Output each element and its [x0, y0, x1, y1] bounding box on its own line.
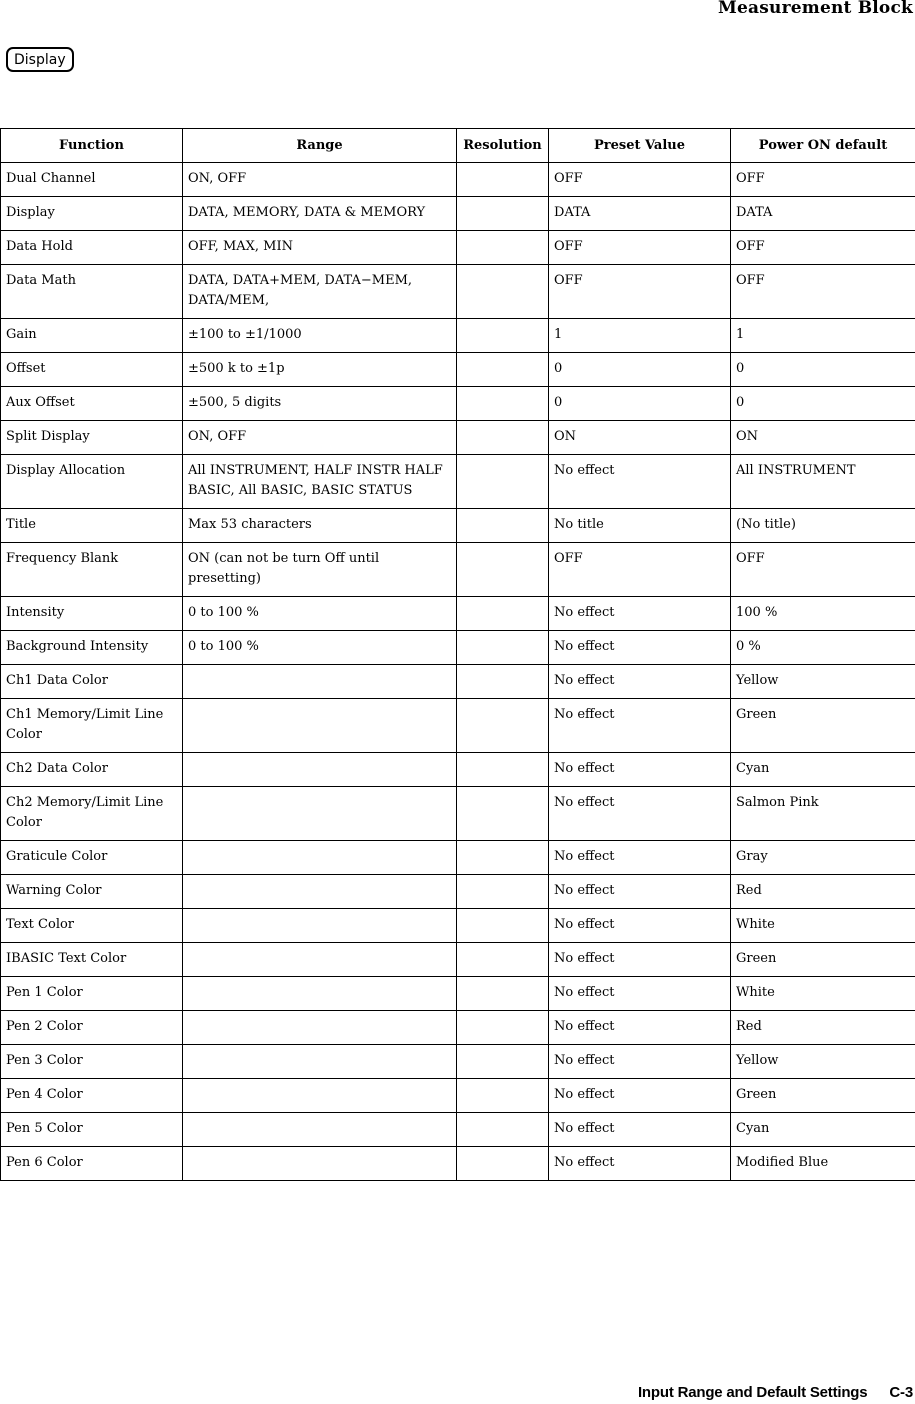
cell-preset-value: No effect [549, 909, 731, 943]
column-header-function: Function [1, 129, 183, 163]
column-header-range: Range [183, 129, 457, 163]
cell-range [183, 1147, 457, 1181]
cell-power-on-default: ON [731, 421, 915, 455]
column-header-preset-value: Preset Value [549, 129, 731, 163]
cell-resolution [457, 665, 549, 699]
display-key-label: Display [6, 47, 74, 72]
table-row [1, 1147, 915, 1181]
cell-function: Background Intensity [1, 631, 183, 665]
cell-range [183, 909, 457, 943]
table-row [1, 909, 915, 943]
table-row [1, 265, 915, 319]
table-row [1, 875, 915, 909]
cell-function: Display [1, 197, 183, 231]
cell-resolution [457, 699, 549, 753]
cell-resolution [457, 387, 549, 421]
cell-preset-value: No effect [549, 1011, 731, 1045]
cell-preset-value: No effect [549, 699, 731, 753]
cell-range [183, 1113, 457, 1147]
cell-preset-value: 0 [549, 353, 731, 387]
cell-preset-value: OFF [549, 265, 731, 319]
cell-function: Pen 1 Color [1, 977, 183, 1011]
cell-preset-value: No effect [549, 665, 731, 699]
cell-range: ON (can not be turn Off until presetting) [183, 543, 457, 597]
cell-power-on-default: 0 % [731, 631, 915, 665]
cell-function: Gain [1, 319, 183, 353]
cell-resolution [457, 977, 549, 1011]
cell-range [183, 943, 457, 977]
table-row [1, 455, 915, 509]
cell-resolution [457, 631, 549, 665]
table-row [1, 631, 915, 665]
cell-range [183, 977, 457, 1011]
cell-function: Graticule Color [1, 841, 183, 875]
cell-range: ON, OFF [183, 421, 457, 455]
cell-resolution [457, 509, 549, 543]
cell-range: Max 53 characters [183, 509, 457, 543]
cell-resolution [457, 1079, 549, 1113]
footer-title: Input Range and Default Settings [637, 1384, 868, 1401]
cell-function: Intensity [1, 597, 183, 631]
cell-resolution [457, 943, 549, 977]
cell-function: Dual Channel [1, 163, 183, 197]
table-row [1, 163, 915, 197]
cell-resolution [457, 787, 549, 841]
cell-function: Ch2 Memory/Limit Line Color [1, 787, 183, 841]
table-row [1, 841, 915, 875]
cell-function: Ch1 Memory/Limit Line Color [1, 699, 183, 753]
cell-preset-value: No title [549, 509, 731, 543]
cell-preset-value: No effect [549, 753, 731, 787]
cell-power-on-default: 0 [731, 353, 915, 387]
cell-power-on-default: DATA [731, 197, 915, 231]
table-row [1, 1079, 915, 1113]
cell-power-on-default: OFF [731, 265, 915, 319]
cell-resolution [457, 163, 549, 197]
cell-preset-value: No effect [549, 597, 731, 631]
cell-range: ON, OFF [183, 163, 457, 197]
cell-power-on-default: 1 [731, 319, 915, 353]
cell-power-on-default: Yellow [731, 665, 915, 699]
cell-function: Title [1, 509, 183, 543]
cell-power-on-default: All INSTRUMENT [731, 455, 915, 509]
cell-resolution [457, 319, 549, 353]
cell-range [183, 1011, 457, 1045]
cell-function: Ch1 Data Color [1, 665, 183, 699]
cell-function: Pen 4 Color [1, 1079, 183, 1113]
cell-preset-value: No effect [549, 631, 731, 665]
table-row [1, 753, 915, 787]
cell-preset-value: DATA [549, 197, 731, 231]
cell-power-on-default: 0 [731, 387, 915, 421]
cell-function: Split Display [1, 421, 183, 455]
cell-range: All INSTRUMENT, HALF INSTR HALF BASIC, All BASIC, BASIC STATUS [183, 455, 457, 509]
cell-function: Warning Color [1, 875, 183, 909]
cell-function: Display Allocation [1, 455, 183, 509]
cell-resolution [457, 841, 549, 875]
cell-power-on-default: OFF [731, 231, 915, 265]
cell-function: Data Math [1, 265, 183, 319]
cell-preset-value: No effect [549, 977, 731, 1011]
cell-resolution [457, 543, 549, 597]
cell-power-on-default: Yellow [731, 1045, 915, 1079]
cell-power-on-default: Green [731, 943, 915, 977]
table-row [1, 353, 915, 387]
table-header-row [1, 129, 915, 163]
cell-power-on-default: Cyan [731, 753, 915, 787]
cell-power-on-default: Green [731, 699, 915, 753]
cell-preset-value: No effect [549, 787, 731, 841]
cell-resolution [457, 231, 549, 265]
table-row [1, 387, 915, 421]
cell-preset-value: No effect [549, 455, 731, 509]
cell-resolution [457, 875, 549, 909]
cell-range: ±100 to ±1/1000 [183, 319, 457, 353]
table-row [1, 319, 915, 353]
table-row [1, 197, 915, 231]
table-row [1, 597, 915, 631]
table-row [1, 509, 915, 543]
cell-range [183, 841, 457, 875]
table-row [1, 1045, 915, 1079]
cell-range: DATA, DATA+MEM, DATA−MEM, DATA/MEM, [183, 265, 457, 319]
cell-resolution [457, 197, 549, 231]
cell-resolution [457, 353, 549, 387]
cell-range [183, 1079, 457, 1113]
cell-power-on-default: Cyan [731, 1113, 915, 1147]
cell-range [183, 875, 457, 909]
cell-range: 0 to 100 % [183, 631, 457, 665]
cell-function: Offset [1, 353, 183, 387]
cell-function: Pen 6 Color [1, 1147, 183, 1181]
cell-power-on-default: 100 % [731, 597, 915, 631]
cell-power-on-default: Green [731, 1079, 915, 1113]
cell-preset-value: No effect [549, 943, 731, 977]
cell-preset-value: OFF [549, 543, 731, 597]
cell-preset-value: ON [549, 421, 731, 455]
cell-range [183, 1045, 457, 1079]
cell-resolution [457, 1147, 549, 1181]
table-row [1, 943, 915, 977]
cell-preset-value: No effect [549, 875, 731, 909]
cell-function: Text Color [1, 909, 183, 943]
table-row [1, 543, 915, 597]
cell-function: Ch2 Data Color [1, 753, 183, 787]
cell-range: 0 to 100 % [183, 597, 457, 631]
cell-power-on-default: White [731, 909, 915, 943]
cell-function: Data Hold [1, 231, 183, 265]
table-row [1, 421, 915, 455]
cell-preset-value: No effect [549, 1079, 731, 1113]
page-number: C-3 [889, 1384, 913, 1401]
cell-preset-value: No effect [549, 1113, 731, 1147]
table-row [1, 977, 915, 1011]
cell-range: OFF, MAX, MIN [183, 231, 457, 265]
cell-range [183, 753, 457, 787]
section-title: Measurement Block [718, 0, 913, 18]
cell-power-on-default: OFF [731, 163, 915, 197]
cell-function: IBASIC Text Color [1, 943, 183, 977]
cell-resolution [457, 1113, 549, 1147]
cell-function: Pen 5 Color [1, 1113, 183, 1147]
cell-preset-value: 0 [549, 387, 731, 421]
cell-function: Pen 2 Color [1, 1011, 183, 1045]
cell-power-on-default: White [731, 977, 915, 1011]
cell-resolution [457, 1045, 549, 1079]
column-header-power-on-default: Power ON default [731, 129, 915, 163]
cell-preset-value: No effect [549, 1147, 731, 1181]
column-header-resolution: Resolution [457, 129, 549, 163]
settings-table [0, 128, 915, 1181]
cell-power-on-default: Gray [731, 841, 915, 875]
cell-power-on-default: Modified Blue [731, 1147, 915, 1181]
cell-range [183, 699, 457, 753]
table-row [1, 1113, 915, 1147]
table-row [1, 1011, 915, 1045]
cell-resolution [457, 455, 549, 509]
cell-function: Frequency Blank [1, 543, 183, 597]
table-body [1, 163, 915, 1181]
cell-range [183, 665, 457, 699]
cell-power-on-default: Red [731, 875, 915, 909]
cell-preset-value: No effect [549, 1045, 731, 1079]
cell-power-on-default: (No title) [731, 509, 915, 543]
cell-range: ±500 k to ±1p [183, 353, 457, 387]
cell-function: Aux Offset [1, 387, 183, 421]
cell-resolution [457, 597, 549, 631]
page-footer [638, 1384, 913, 1401]
cell-power-on-default: Red [731, 1011, 915, 1045]
table-row [1, 665, 915, 699]
cell-resolution [457, 1011, 549, 1045]
cell-power-on-default: Salmon Pink [731, 787, 915, 841]
table-row [1, 699, 915, 753]
cell-resolution [457, 753, 549, 787]
cell-power-on-default: OFF [731, 543, 915, 597]
table-row [1, 787, 915, 841]
cell-preset-value: OFF [549, 231, 731, 265]
cell-preset-value: No effect [549, 841, 731, 875]
cell-preset-value: OFF [549, 163, 731, 197]
cell-preset-value: 1 [549, 319, 731, 353]
cell-resolution [457, 421, 549, 455]
cell-function: Pen 3 Color [1, 1045, 183, 1079]
cell-resolution [457, 909, 549, 943]
table-row [1, 231, 915, 265]
cell-range: DATA, MEMORY, DATA & MEMORY [183, 197, 457, 231]
cell-range [183, 787, 457, 841]
cell-range: ±500, 5 digits [183, 387, 457, 421]
cell-resolution [457, 265, 549, 319]
